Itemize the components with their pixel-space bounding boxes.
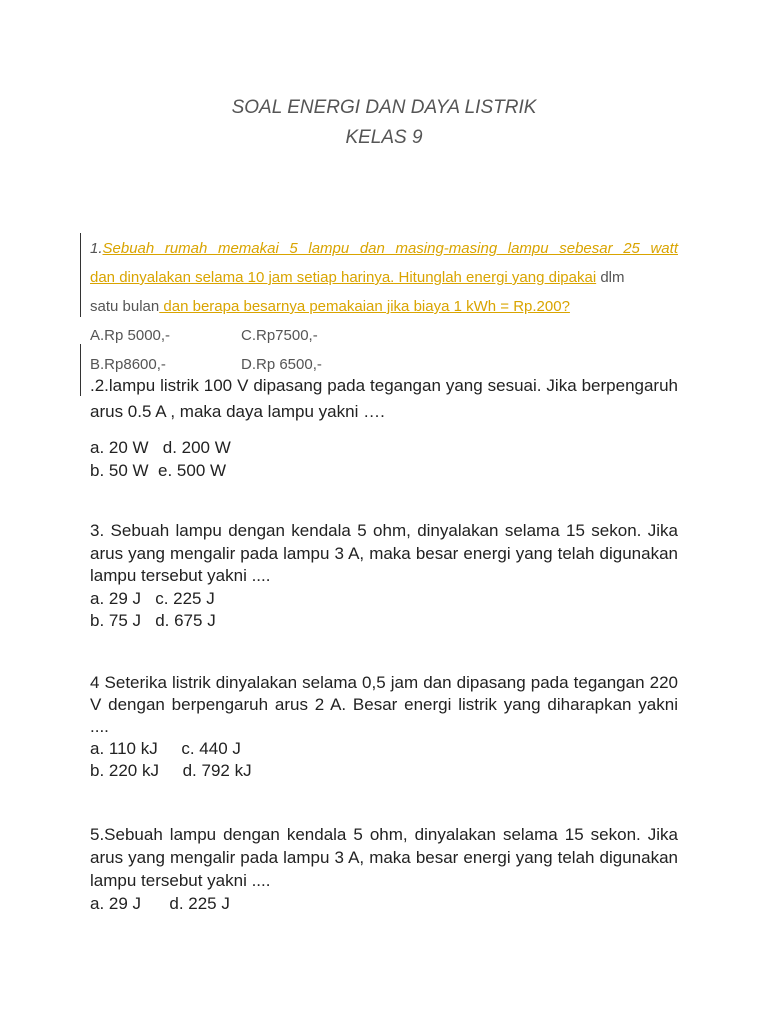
- question-4: [90, 672, 678, 782]
- question-2: [90, 373, 678, 482]
- option-line: b. 50 W e. 500 W: [90, 461, 227, 480]
- question-5: [90, 823, 678, 915]
- question-2-options: [90, 436, 678, 482]
- question-3-text: 3. Sebuah lampu dengan kendala 5 ohm, dinyalakan selama 15 sekon. Jika arus yang mengalir pada lampu 3 A, maka besar energi yang telah digunakan lampu tersebut yakni ....: [90, 521, 678, 585]
- option-line: b. 220 kJ d. 792 kJ: [90, 761, 252, 780]
- plain-text: dlm: [596, 269, 625, 286]
- option-a: A.Rp 5000,-: [90, 327, 171, 344]
- question-3: [90, 520, 678, 633]
- option-c: C.Rp7500,-: [241, 327, 318, 344]
- document-subtitle: KELAS 9: [345, 127, 423, 148]
- option-line: a. 20 W d. 200 W: [90, 438, 231, 457]
- question-4-text: 4 Seterika listrik dinyalakan selama 0,5 jam dan dipasang pada tegangan 220 V dengan berpengaruh arus 2 A. Besar energi listrik yang diharapkan yakni ....: [90, 673, 678, 736]
- question-1-line-2: [90, 267, 678, 296]
- option-line: a. 29 J c. 225 J: [90, 588, 215, 608]
- question-1: [90, 238, 678, 383]
- highlighted-text: dan berapa besarnya pemakaian jika biaya 1 kWh = Rp.200?: [159, 298, 570, 315]
- highlighted-text: Sebuah rumah memakai 5 lampu dan masing-masing lampu sebesar 25 watt: [102, 240, 678, 257]
- option-line: a. 29 J d. 225 J: [90, 894, 230, 913]
- revision-bar: [80, 344, 81, 396]
- highlighted-text: dan dinyalakan selama 10 jam setiap harinya. Hitunglah energi yang dipakai: [90, 269, 597, 286]
- revision-bar: [80, 233, 81, 317]
- question-2-text: .2.lampu listrik 100 V dipasang pada tegangan yang sesuai. Jika berpengaruh arus 0.5 A , maka daya lampu yakni ….: [90, 376, 678, 421]
- option-b: B.Rp8600,-: [90, 356, 166, 373]
- question-1-line-3: [90, 296, 678, 325]
- option-line: b. 75 J d. 675 J: [90, 611, 216, 630]
- plain-text: satu bulan: [90, 298, 160, 315]
- document-title: SOAL ENERGI DAN DAYA LISTRIK: [231, 97, 537, 118]
- question-number: 1.: [90, 240, 103, 257]
- question-5-text: 5.Sebuah lampu dengan kendala 5 ohm, dinyalakan selama 15 sekon. Jika arus yang mengalir pada lampu 3 A, maka besar energi yang telah digunakan lampu tersebut yakni ....: [90, 825, 678, 890]
- option-line: a. 110 kJ c. 440 J: [90, 739, 241, 758]
- option-d: D.Rp 6500,-: [241, 356, 322, 373]
- question-1-line-1: [90, 238, 678, 267]
- question-1-options-row-1: [90, 325, 678, 354]
